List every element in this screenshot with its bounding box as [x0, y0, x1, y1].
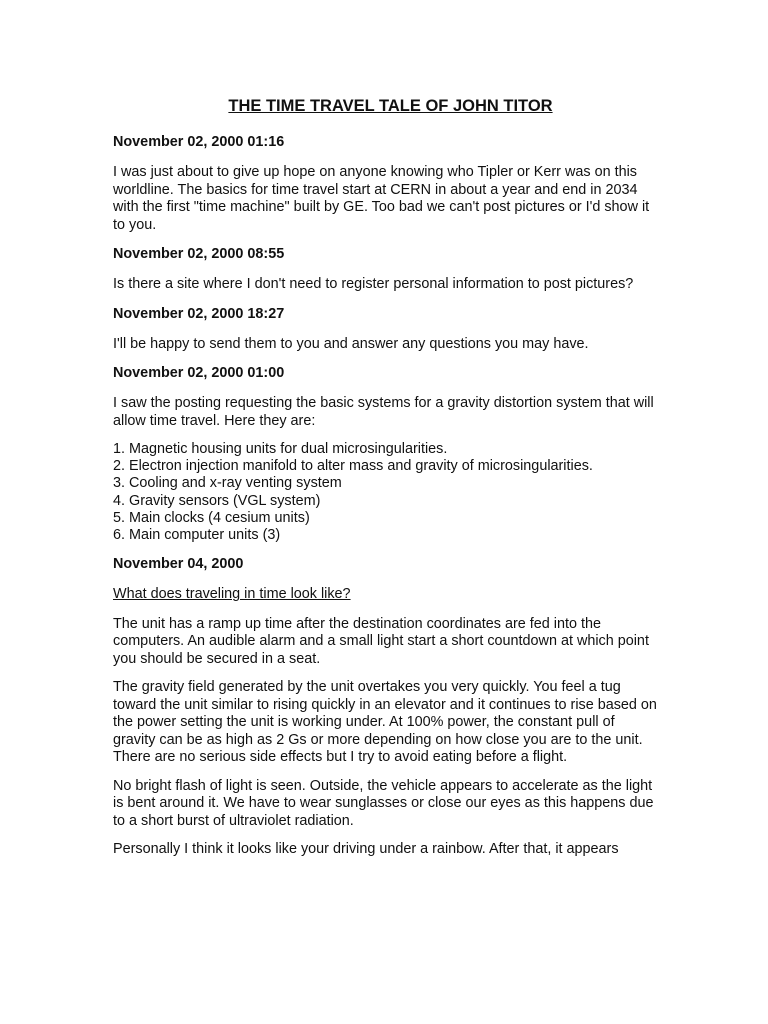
entry-paragraph: The unit has a ramp up time after the destination coordinates are fed into the computers. An audible alarm and a small light start a short countdown at which point you should be secured in a seat. [113, 615, 649, 667]
post-entry [113, 555, 658, 859]
entry-date: November 04, 2000 [113, 556, 244, 573]
list-item: 4. Gravity sensors (VGL system) [113, 492, 321, 509]
post-entry [113, 245, 658, 294]
post-entry [113, 133, 658, 234]
list-item: 2. Electron injection manifold to alter mass and gravity of microsingularities. [113, 458, 593, 475]
document-title: THE TIME TRAVEL TALE OF JOHN TITOR [228, 97, 553, 115]
list-item: 3. Cooling and x-ray venting system [113, 475, 342, 492]
entry-paragraph: I was just about to give up hope on anyone knowing who Tipler or Kerr was on this worldline. The basics for time travel start at CERN in about a year and end in 2034 with the first "time machine" built by GE. Too bad we can't post pictures or I'd show it to you. [113, 164, 650, 233]
systems-list [113, 441, 658, 544]
question-heading: What does traveling in time look like? [113, 586, 351, 603]
entry-paragraph: No bright flash of light is seen. Outside, the vehicle appears to accelerate as the light is bent around it. We have to wear sunglasses or close our eyes as this happens due to a short burst of ultraviolet radiation. [113, 777, 654, 829]
document-body [113, 95, 658, 870]
list-item: 5. Main clocks (4 cesium units) [113, 509, 310, 526]
entry-date: November 02, 2000 08:55 [113, 246, 285, 262]
entry-paragraph: I saw the posting requesting the basic systems for a gravity distortion system that will allow time travel. Here they are: [113, 395, 654, 429]
entry-date: November 02, 2000 01:00 [113, 365, 285, 381]
entry-paragraph: Personally I think it looks like your driving under a rainbow. After that, it appears [113, 841, 619, 858]
entry-paragraph: The gravity field generated by the unit overtakes you very quickly. You feel a tug toward the unit similar to rising quickly in an elevator and it continues to rise based on the power setting the unit is working under. At 100% power, the constant pull of gravity can be as high as 2 Gs or more depending on how close you are to the unit. There are no serious side effects but I try to avoid eating before a flight. [113, 679, 657, 766]
list-item: 1. Magnetic housing units for dual microsingularities. [113, 441, 448, 457]
entry-date: November 02, 2000 01:16 [113, 134, 285, 150]
entry-paragraph: I'll be happy to send them to you and answer any questions you may have. [113, 335, 589, 352]
entry-date: November 02, 2000 18:27 [113, 305, 285, 322]
entry-paragraph: Is there a site where I don't need to register personal information to post pictures? [113, 276, 634, 292]
list-item: 6. Main computer units (3) [113, 527, 281, 544]
post-entry [113, 364, 658, 544]
post-entry [113, 305, 658, 354]
